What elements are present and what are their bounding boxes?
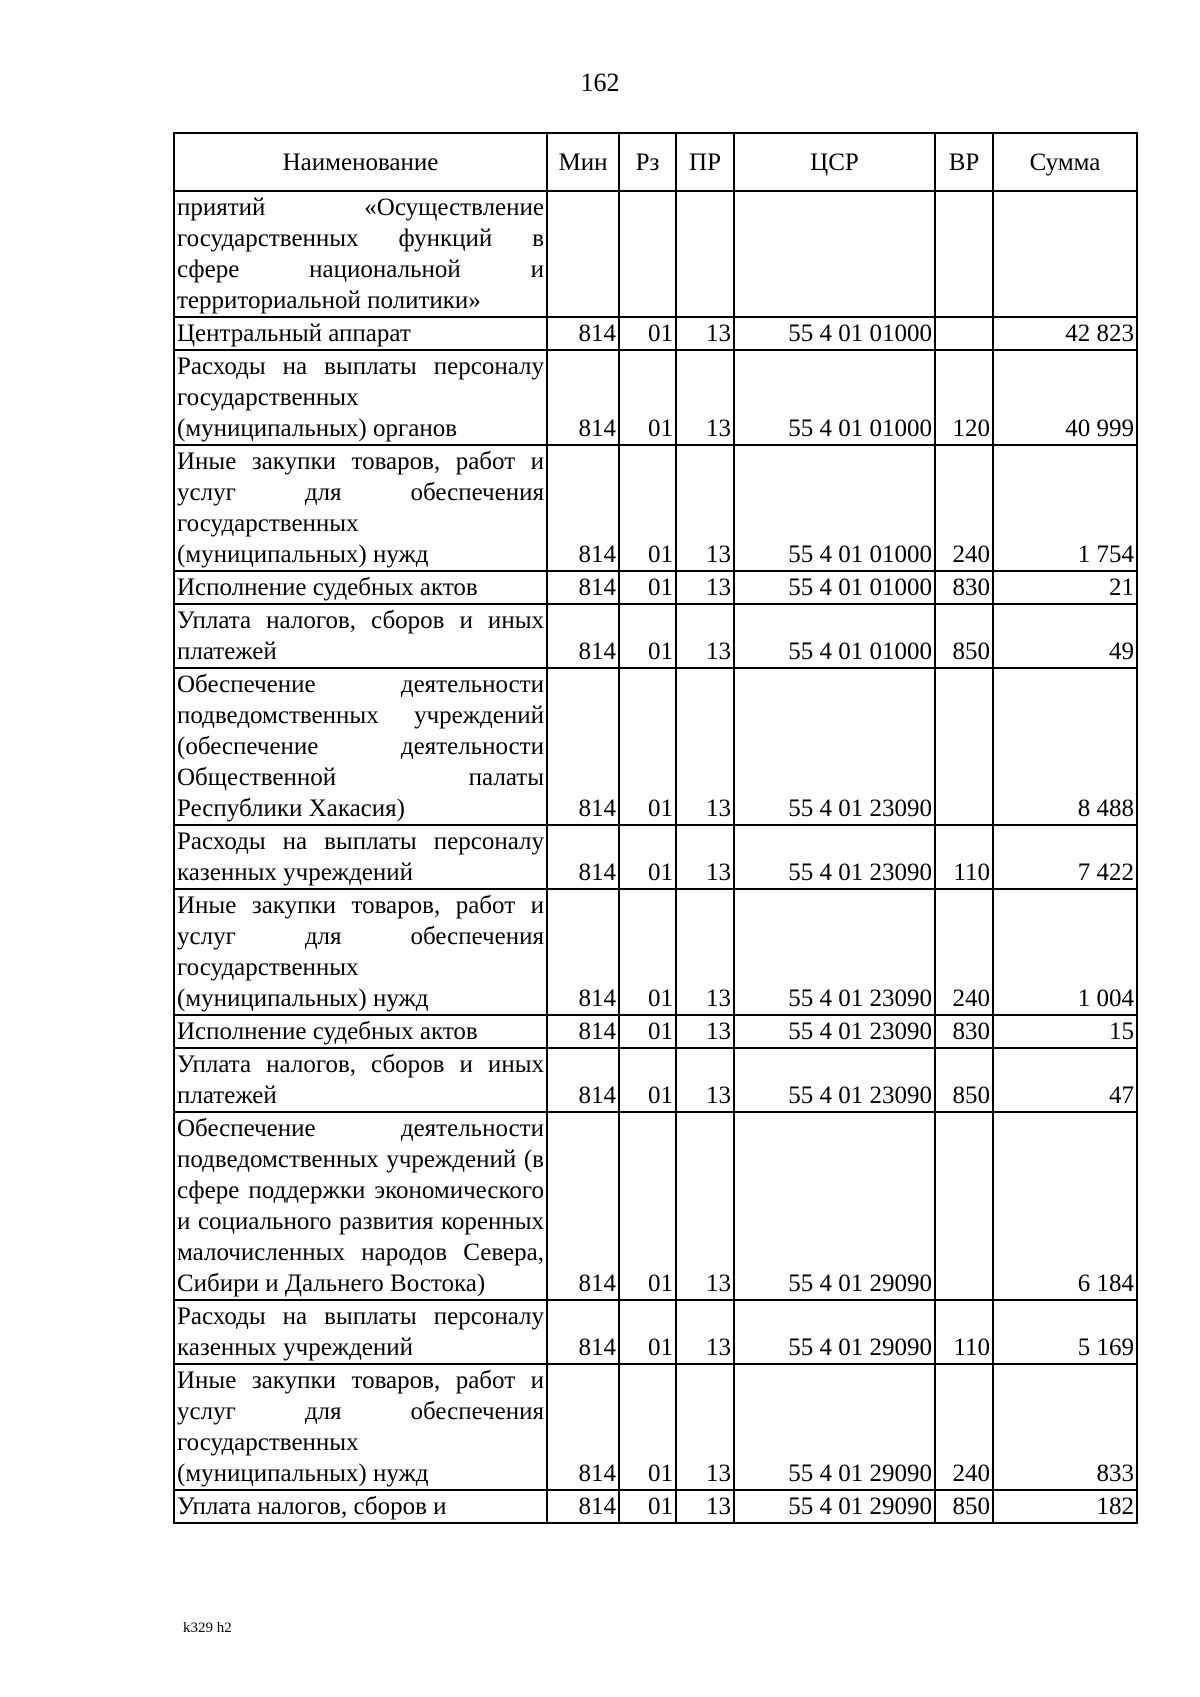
table-row xyxy=(174,1048,1137,1112)
cell-min: 814 xyxy=(547,889,619,1015)
budget-table xyxy=(173,132,1138,1524)
table-row xyxy=(174,350,1137,445)
table-row xyxy=(174,191,1137,317)
cell-csr: 55 4 01 01000 xyxy=(734,350,935,445)
cell-pr: 13 xyxy=(676,317,734,350)
table-row xyxy=(174,317,1137,350)
cell-name: приятий «Осуществление государственных функций в сфере национальной и территориальной политики» xyxy=(174,191,547,317)
cell-min: 814 xyxy=(547,668,619,825)
cell-name: Иные закупки товаров, работ и услуг для обеспечения государственных (муниципальных) нужд xyxy=(174,445,547,571)
cell-vr: 850 xyxy=(935,1490,993,1523)
cell-csr: 55 4 01 23090 xyxy=(734,825,935,889)
cell-vr: 240 xyxy=(935,445,993,571)
cell-name: Расходы на выплаты персоналу казенных учреждений xyxy=(174,1300,547,1364)
cell-min: 814 xyxy=(547,604,619,668)
cell-rz: 01 xyxy=(619,571,676,604)
cell-min xyxy=(547,191,619,317)
cell-csr: 55 4 01 01000 xyxy=(734,317,935,350)
cell-vr: 850 xyxy=(935,1048,993,1112)
cell-name: Уплата налогов, сборов и иных платежей xyxy=(174,1048,547,1112)
cell-sum: 42 823 xyxy=(993,317,1137,350)
cell-vr: 830 xyxy=(935,571,993,604)
cell-csr: 55 4 01 29090 xyxy=(734,1112,935,1300)
cell-pr: 13 xyxy=(676,1364,734,1490)
cell-min: 814 xyxy=(547,1048,619,1112)
cell-vr xyxy=(935,191,993,317)
cell-name: Обеспечение деятельности подведомственных учреждений (обеспечение деятельности Общественной палаты Республики Хакасия) xyxy=(174,668,547,825)
header-name: Наименование xyxy=(174,133,547,191)
cell-rz: 01 xyxy=(619,604,676,668)
cell-pr: 13 xyxy=(676,1490,734,1523)
cell-vr xyxy=(935,1112,993,1300)
cell-sum: 1 004 xyxy=(993,889,1137,1015)
header-min: Мин xyxy=(547,133,619,191)
cell-rz: 01 xyxy=(619,317,676,350)
cell-pr: 13 xyxy=(676,1048,734,1112)
cell-vr: 120 xyxy=(935,350,993,445)
cell-pr xyxy=(676,191,734,317)
header-rz: Рз xyxy=(619,133,676,191)
table-row xyxy=(174,1490,1137,1523)
cell-name: Центральный аппарат xyxy=(174,317,547,350)
cell-vr: 850 xyxy=(935,604,993,668)
cell-min: 814 xyxy=(547,1490,619,1523)
cell-pr: 13 xyxy=(676,604,734,668)
table-row xyxy=(174,1112,1137,1300)
cell-rz: 01 xyxy=(619,1048,676,1112)
cell-sum: 6 184 xyxy=(993,1112,1137,1300)
cell-pr: 13 xyxy=(676,889,734,1015)
cell-min: 814 xyxy=(547,1112,619,1300)
table-row xyxy=(174,668,1137,825)
cell-csr: 55 4 01 23090 xyxy=(734,889,935,1015)
cell-sum: 5 169 xyxy=(993,1300,1137,1364)
table-row xyxy=(174,825,1137,889)
footer-code: k329 h2 xyxy=(183,1620,232,1636)
cell-sum: 7 422 xyxy=(993,825,1137,889)
cell-rz: 01 xyxy=(619,1490,676,1523)
cell-vr: 110 xyxy=(935,825,993,889)
cell-pr: 13 xyxy=(676,1300,734,1364)
header-pr: ПР xyxy=(676,133,734,191)
cell-pr: 13 xyxy=(676,445,734,571)
cell-min: 814 xyxy=(547,825,619,889)
cell-sum: 47 xyxy=(993,1048,1137,1112)
cell-name: Расходы на выплаты персоналу государственных (муниципальных) органов xyxy=(174,350,547,445)
cell-rz: 01 xyxy=(619,1112,676,1300)
cell-sum: 15 xyxy=(993,1015,1137,1048)
cell-rz: 01 xyxy=(619,668,676,825)
cell-min: 814 xyxy=(547,1364,619,1490)
cell-min: 814 xyxy=(547,317,619,350)
header-sum: Сумма xyxy=(993,133,1137,191)
cell-name: Обеспечение деятельности подведомственных учреждений (в сфере поддержки экономического и социального развития коренных малочисленных народов Севера, Сибири и Дальнего Востока) xyxy=(174,1112,547,1300)
table-row xyxy=(174,571,1137,604)
cell-sum: 182 xyxy=(993,1490,1137,1523)
cell-csr xyxy=(734,191,935,317)
cell-name: Уплата налогов, сборов и иных платежей xyxy=(174,604,547,668)
cell-csr: 55 4 01 29090 xyxy=(734,1364,935,1490)
cell-min: 814 xyxy=(547,1015,619,1048)
cell-vr xyxy=(935,317,993,350)
cell-rz: 01 xyxy=(619,445,676,571)
cell-csr: 55 4 01 23090 xyxy=(734,668,935,825)
cell-rz: 01 xyxy=(619,1015,676,1048)
table-row xyxy=(174,1015,1137,1048)
cell-min: 814 xyxy=(547,445,619,571)
cell-vr xyxy=(935,668,993,825)
cell-rz xyxy=(619,191,676,317)
header-csr: ЦСР xyxy=(734,133,935,191)
cell-csr: 55 4 01 29090 xyxy=(734,1300,935,1364)
cell-pr: 13 xyxy=(676,825,734,889)
cell-pr: 13 xyxy=(676,571,734,604)
table-row xyxy=(174,1364,1137,1490)
cell-rz: 01 xyxy=(619,889,676,1015)
cell-rz: 01 xyxy=(619,825,676,889)
cell-sum: 49 xyxy=(993,604,1137,668)
header-vr: ВР xyxy=(935,133,993,191)
cell-vr: 240 xyxy=(935,889,993,1015)
cell-min: 814 xyxy=(547,571,619,604)
cell-pr: 13 xyxy=(676,668,734,825)
page-number: 162 xyxy=(580,68,620,97)
cell-pr: 13 xyxy=(676,350,734,445)
cell-name: Исполнение судебных актов xyxy=(174,571,547,604)
cell-rz: 01 xyxy=(619,350,676,445)
cell-name: Расходы на выплаты персоналу казенных учреждений xyxy=(174,825,547,889)
cell-sum: 833 xyxy=(993,1364,1137,1490)
cell-sum: 40 999 xyxy=(993,350,1137,445)
table-body xyxy=(174,191,1137,1523)
cell-name: Иные закупки товаров, работ и услуг для обеспечения государственных (муниципальных) нужд xyxy=(174,889,547,1015)
table-row xyxy=(174,445,1137,571)
cell-min: 814 xyxy=(547,350,619,445)
cell-name: Иные закупки товаров, работ и услуг для обеспечения государственных (муниципальных) нужд xyxy=(174,1364,547,1490)
table-row xyxy=(174,1300,1137,1364)
cell-csr: 55 4 01 01000 xyxy=(734,571,935,604)
cell-pr: 13 xyxy=(676,1015,734,1048)
cell-vr: 110 xyxy=(935,1300,993,1364)
cell-sum: 21 xyxy=(993,571,1137,604)
table-row xyxy=(174,604,1137,668)
cell-vr: 830 xyxy=(935,1015,993,1048)
cell-sum xyxy=(993,191,1137,317)
cell-rz: 01 xyxy=(619,1364,676,1490)
cell-min: 814 xyxy=(547,1300,619,1364)
cell-csr: 55 4 01 23090 xyxy=(734,1015,935,1048)
cell-name: Исполнение судебных актов xyxy=(174,1015,547,1048)
table-header-row xyxy=(174,133,1137,191)
cell-csr: 55 4 01 23090 xyxy=(734,1048,935,1112)
cell-sum: 8 488 xyxy=(993,668,1137,825)
cell-pr: 13 xyxy=(676,1112,734,1300)
cell-csr: 55 4 01 01000 xyxy=(734,604,935,668)
cell-csr: 55 4 01 29090 xyxy=(734,1490,935,1523)
cell-rz: 01 xyxy=(619,1300,676,1364)
table-row xyxy=(174,889,1137,1015)
cell-sum: 1 754 xyxy=(993,445,1137,571)
cell-vr: 240 xyxy=(935,1364,993,1490)
cell-csr: 55 4 01 01000 xyxy=(734,445,935,571)
cell-name: Уплата налогов, сборов и xyxy=(174,1490,547,1523)
